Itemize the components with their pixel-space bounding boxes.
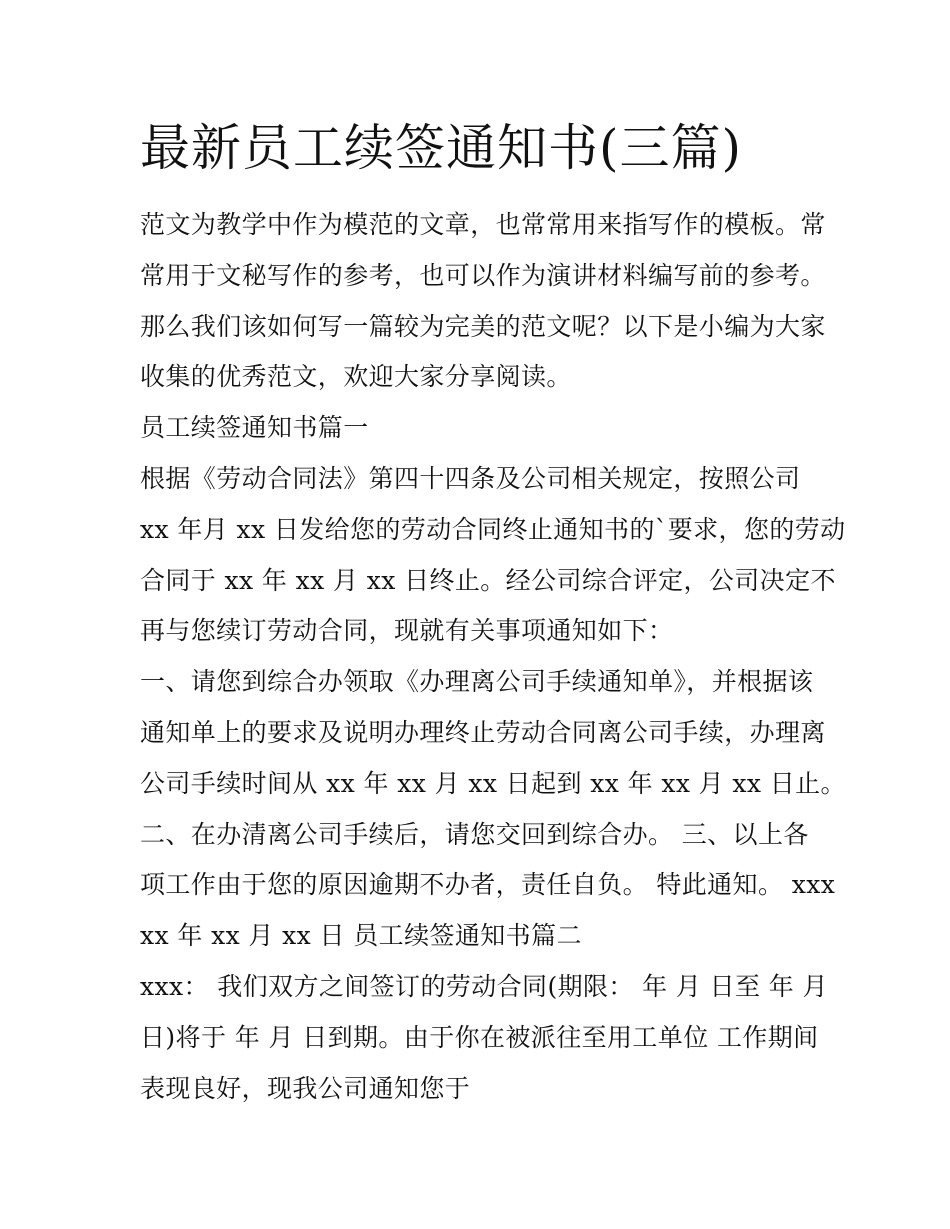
body-line: 通知单上的要求及说明办理终止劳动合同离公司手续，办理离 bbox=[140, 717, 826, 747]
body-line: xxx： 我们双方之间签订的劳动合同(期限： 年 月 日至 年 月 bbox=[140, 971, 828, 1001]
document-title: 最新员工续签通知书(三篇) bbox=[140, 119, 743, 177]
body-line: 常用于文秘写作的参考，也可以作为演讲材料编写前的参考。 bbox=[140, 260, 826, 290]
body-line: 那么我们该如何写一篇较为完美的范文呢？以下是小编为大家 bbox=[140, 311, 826, 341]
body-line: xx 年月 xx 日发给您的劳动合同终止通知书的`要求，您的劳动 bbox=[140, 514, 846, 544]
body-line: 项工作由于您的原因逾期不办者，责任自负。 特此通知。 xxx bbox=[140, 870, 836, 900]
body-line: 二、在办清离公司手续后，请您交回到综合办。 三、以上各 bbox=[140, 819, 809, 849]
body-line: 根据《劳动合同法》第四十四条及公司相关规定，按照公司 bbox=[140, 463, 801, 493]
body-line: 一、请您到综合办领取《办理离公司手续通知单》，并根据该 bbox=[140, 667, 814, 697]
body-line: 范文为教学中作为模范的文章，也常常用来指写作的模板。常 bbox=[140, 210, 826, 239]
document-body bbox=[140, 200, 846, 1114]
section-heading-1: 员工续签通知书篇一 bbox=[140, 413, 369, 443]
body-line: 合同于 xx 年 xx 月 xx 日终止。经公司综合评定，公司决定不 bbox=[140, 565, 836, 595]
body-line: 公司手续时间从 xx 年 xx 月 xx 日起到 xx 年 xx 月 xx 日止。 bbox=[140, 768, 846, 798]
body-line: 收集的优秀范文，欢迎大家分享阅读。 bbox=[140, 362, 572, 392]
body-line: 表现良好，现我公司通知您于 bbox=[140, 1073, 471, 1103]
body-line: 日)将于 年 月 日到期。由于你在被派往至用工单位 工作期间 bbox=[140, 1022, 819, 1052]
body-line: xx 年 xx 月 xx 日 员工续签通知书篇二 bbox=[140, 921, 582, 951]
body-line: 再与您续订劳动合同，现就有关事项通知如下： bbox=[140, 616, 674, 646]
